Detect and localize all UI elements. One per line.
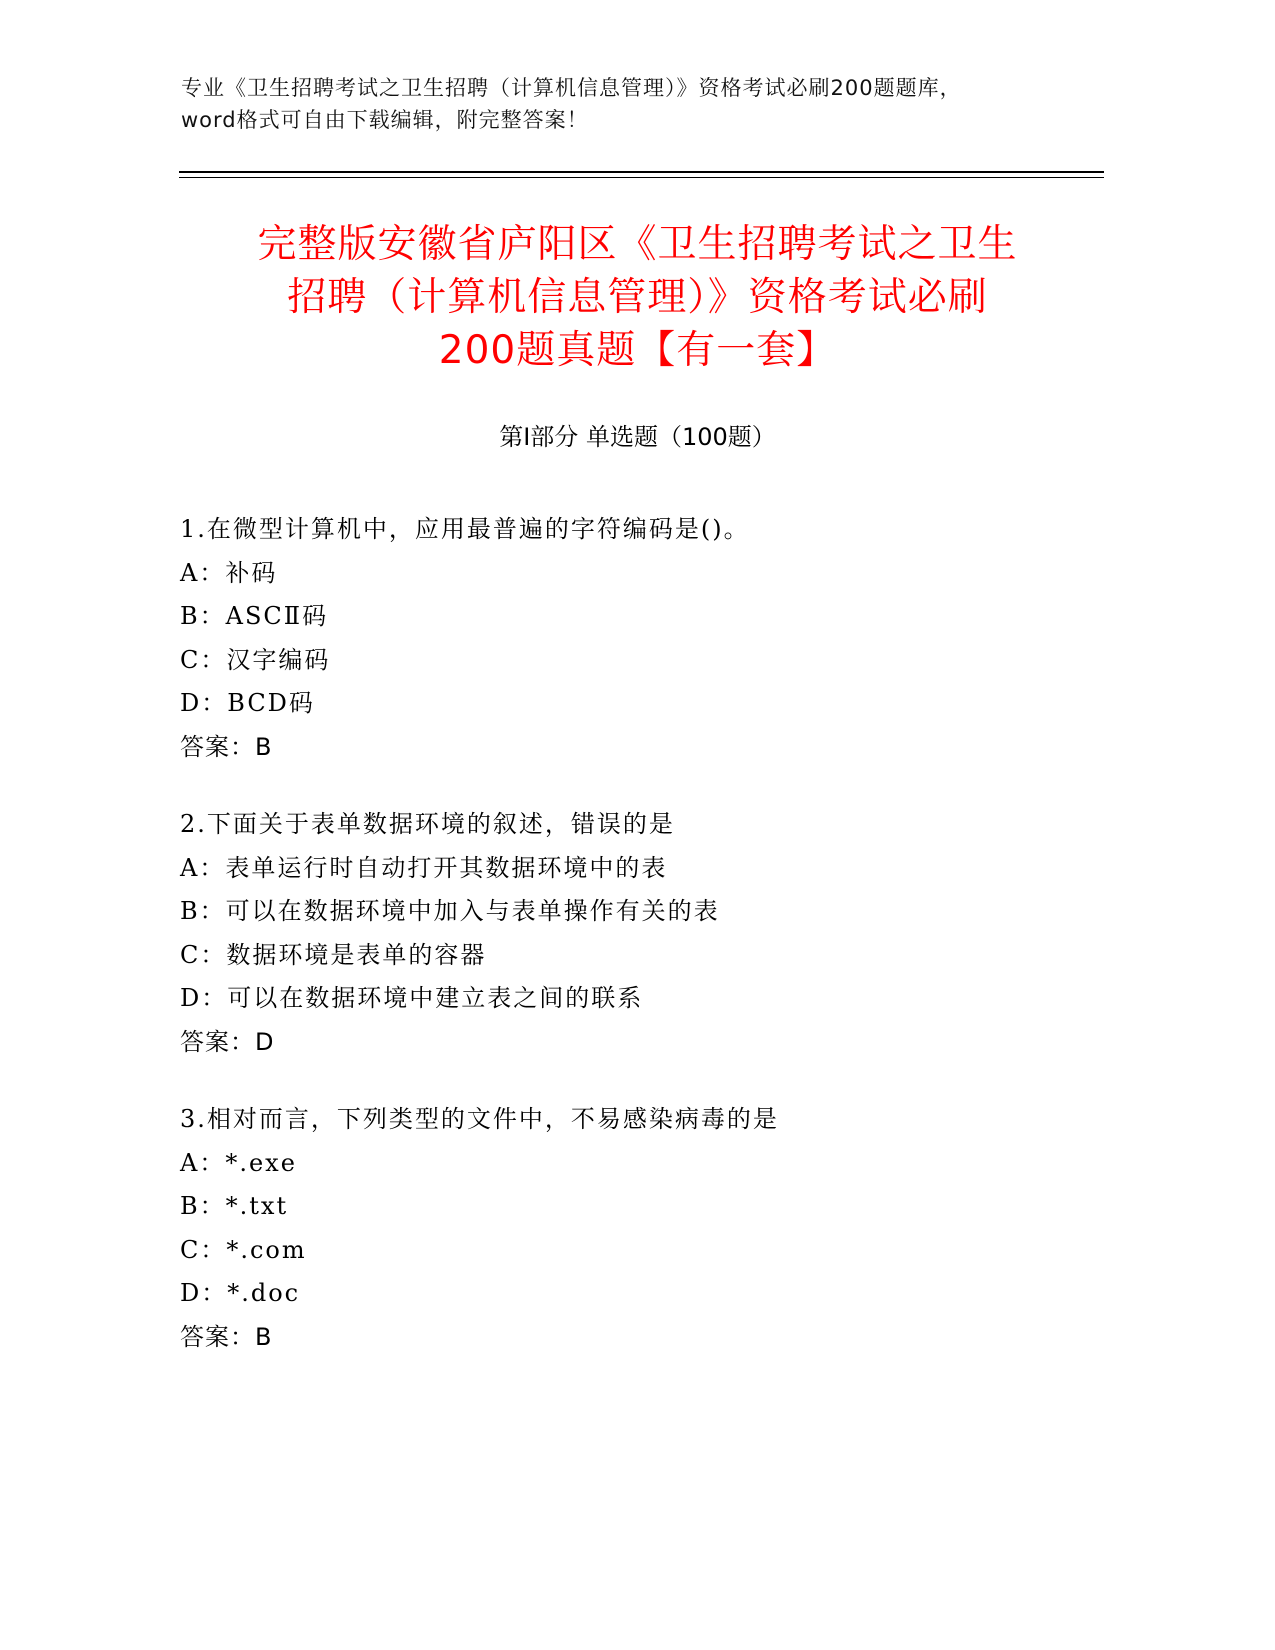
header-rule-thin: [179, 177, 1104, 178]
question-3: [180, 1098, 1120, 1359]
section-heading: 第I部分 单选题（100题）: [499, 423, 776, 451]
answer: 答案：D: [180, 1027, 275, 1056]
header-rule-thick: [179, 171, 1104, 173]
header-line-1: 专业《卫生招聘考试之卫生招聘（计算机信息管理）》资格考试必刷200题题库，: [181, 76, 962, 100]
option-d: D：BCD码: [180, 689, 315, 717]
option-c: C：汉字编码: [180, 645, 331, 674]
answer: 答案：B: [180, 732, 273, 761]
question-2: [180, 803, 1120, 1064]
title-line-3: 200题真题【有一套】: [438, 328, 837, 373]
option-a: A：补码: [180, 558, 278, 587]
option-b: B：ASCⅡ码: [180, 602, 329, 630]
option-a: A：*.exe: [180, 1148, 297, 1177]
title-line-2: 招聘（计算机信息管理）》资格考试必刷: [287, 275, 988, 320]
option-b: B：*.txt: [180, 1192, 289, 1220]
document-header: [181, 72, 1111, 136]
option-c: C：*.com: [180, 1235, 307, 1264]
option-b: B：可以在数据环境中加入与表单操作有关的表: [180, 897, 720, 925]
header-line-2: word格式可自由下载编辑，附完整答案！: [181, 108, 589, 132]
title-line-1: 完整版安徽省庐阳区《卫生招聘考试之卫生: [257, 222, 1018, 267]
question-text: 1.在微型计算机中，应用最普遍的字符编码是()。: [180, 515, 750, 543]
option-d: D：可以在数据环境中建立表之间的联系: [180, 984, 644, 1012]
option-c: C：数据环境是表单的容器: [180, 940, 487, 969]
question-list: [180, 508, 1120, 1393]
document-title: [150, 218, 1125, 377]
answer: 答案：B: [180, 1322, 273, 1351]
question-1: [180, 508, 1120, 769]
question-text: 2.下面关于表单数据环境的叙述，错误的是: [180, 810, 675, 838]
option-d: D：*.doc: [180, 1279, 301, 1307]
option-a: A：表单运行时自动打开其数据环境中的表: [180, 853, 668, 882]
question-text: 3.相对而言，下列类型的文件中，不易感染病毒的是: [180, 1105, 779, 1133]
